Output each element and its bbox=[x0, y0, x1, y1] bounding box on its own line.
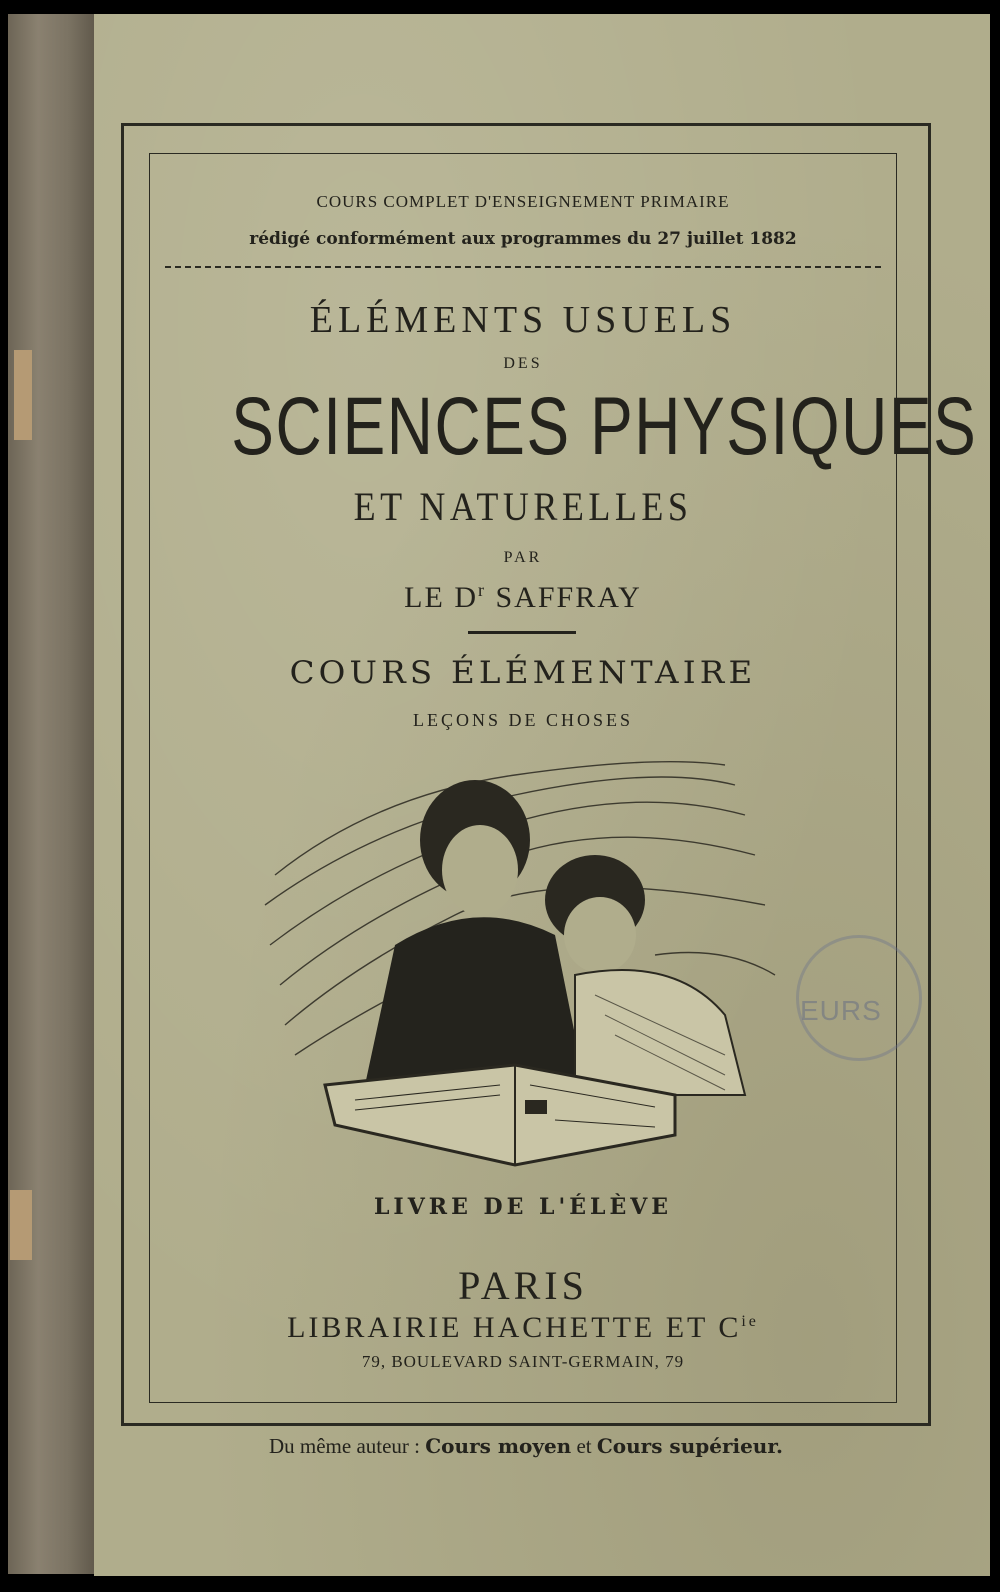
book-spine bbox=[8, 14, 94, 1574]
footer-bold-1: Cours moyen bbox=[425, 1434, 572, 1458]
author-prefix: LE D bbox=[404, 581, 478, 614]
footer-mid: et bbox=[576, 1434, 592, 1458]
main-title: SCIENCES PHYSIQUES bbox=[231, 381, 978, 472]
author-name: SAFFRAY bbox=[495, 581, 642, 614]
publisher-sup: ie bbox=[741, 1313, 759, 1330]
author-rule bbox=[468, 631, 576, 634]
footer-bold-2: Cours supérieur. bbox=[596, 1434, 784, 1458]
title-line-1: ÉLÉMENTS USUELS bbox=[309, 299, 737, 341]
spine-tear bbox=[14, 350, 32, 440]
footer-prefix: Du même auteur : bbox=[268, 1434, 421, 1458]
edition-label: LIVRE DE L'ÉLÈVE bbox=[373, 1194, 673, 1220]
par-label: PAR bbox=[503, 549, 543, 566]
footer-note bbox=[121, 1434, 931, 1459]
title-line-3: ET NATURELLES bbox=[353, 484, 693, 529]
engraving-illustration bbox=[255, 755, 795, 1175]
stamp-text: EURS bbox=[800, 995, 882, 1026]
publisher-name: LIBRAIRIE HACHETTE ET C bbox=[287, 1311, 742, 1344]
author-sup: r bbox=[478, 580, 486, 600]
decree-line: rédigé conformément aux programmes du 27 juillet 1882 bbox=[249, 229, 797, 249]
title-des: DES bbox=[503, 355, 543, 372]
series-line: COURS COMPLET D'ENSEIGNEMENT PRIMAIRE bbox=[316, 192, 730, 211]
author-line bbox=[149, 580, 897, 615]
city: PARIS bbox=[458, 1263, 588, 1308]
dashed-rule bbox=[165, 266, 881, 268]
course-subtitle: LEÇONS DE CHOSES bbox=[412, 710, 634, 730]
publisher-line bbox=[149, 1311, 897, 1345]
course-title: COURS ÉLÉMENTAIRE bbox=[289, 655, 757, 691]
spine-tear bbox=[10, 1190, 32, 1260]
publisher-address: 79, BOULEVARD SAINT-GERMAIN, 79 bbox=[361, 1352, 685, 1371]
